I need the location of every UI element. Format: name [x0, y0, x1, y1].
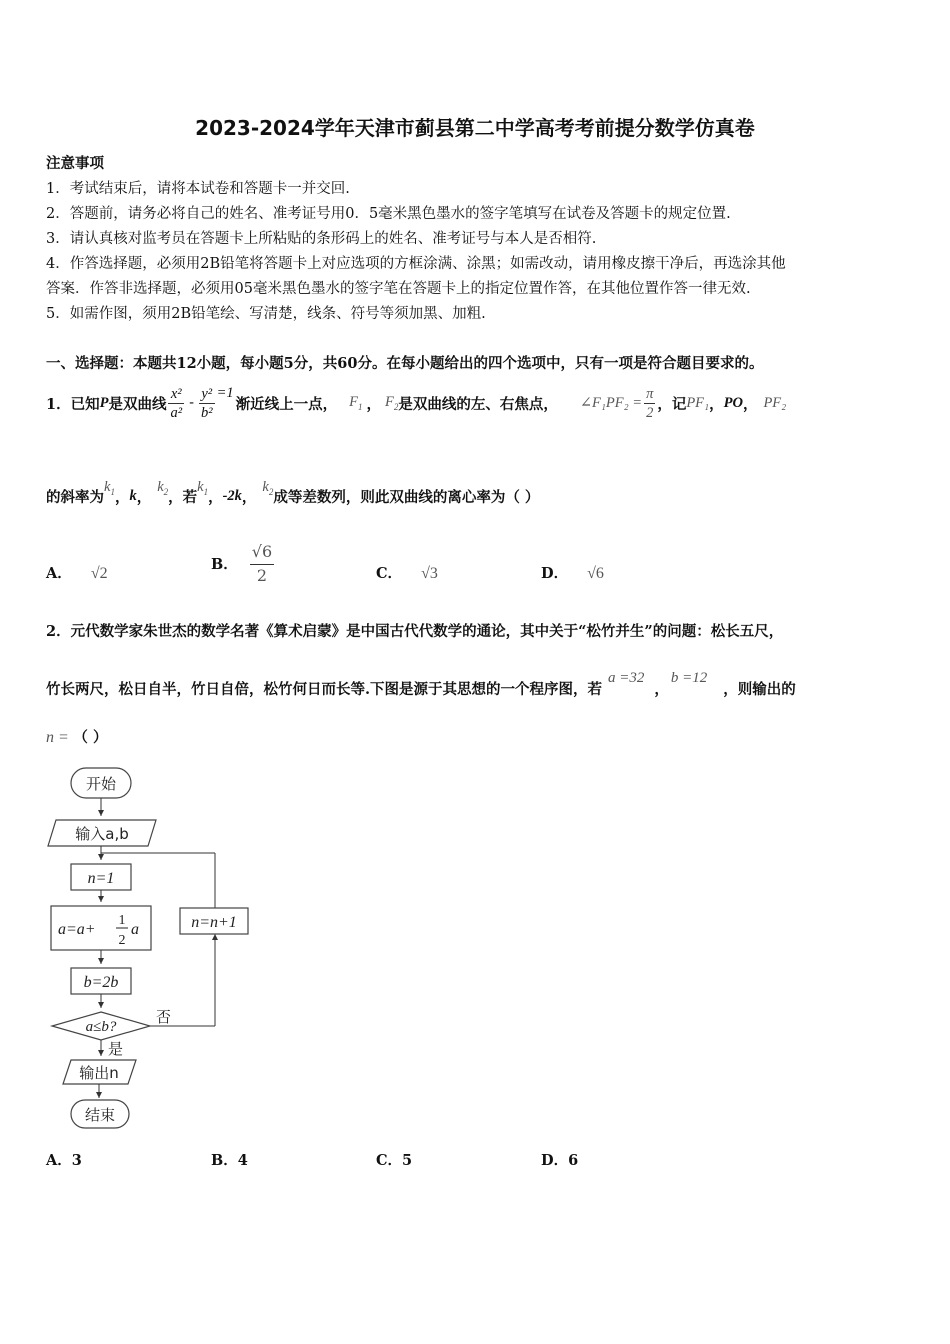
q1-option-b-label: B．: [211, 556, 238, 573]
q2-option-c-label: C．: [376, 1152, 403, 1169]
q2-option-d-value: 6: [568, 1152, 579, 1169]
q1-if-text: ，若: [168, 488, 198, 506]
q1-point-p: P: [99, 394, 109, 411]
q2-a-eq: a =32: [608, 669, 645, 686]
q1-text-note: ，记: [657, 395, 687, 413]
notice-item-5: 5．如需作图，须用2B铅笔绘、写清楚，线条、符号等须加黑、加粗.: [46, 306, 486, 322]
q1-option-c-label: C．: [376, 565, 403, 582]
q1-option-c-value: √3: [421, 565, 438, 582]
q1-po: PO: [723, 394, 743, 411]
q1-k2b-letter: k: [262, 479, 269, 496]
flow-yes-label: 是: [108, 1040, 124, 1058]
q1-f1-letter: F: [349, 394, 358, 411]
q1-prefix: 1．已知: [46, 395, 100, 413]
q1-k2b: $k_2$: [262, 479, 274, 497]
q1-pi: π: [646, 385, 654, 402]
q2-option-d-label: D．: [541, 1152, 569, 1169]
notice-item-1: 1．考试结束后，请将本试卷和答题卡一并交回.: [46, 181, 350, 197]
q1-option-c[interactable]: [376, 562, 438, 583]
q1-f1: $F_1$: [349, 394, 363, 412]
q1-eq1: =1: [216, 384, 234, 401]
q1-pf1: PF₁: [686, 394, 710, 411]
q1-option-d[interactable]: [541, 562, 604, 583]
flow-start-label: 开始: [85, 775, 117, 793]
q1-option-a[interactable]: [46, 562, 108, 583]
q2-line1: 2．元代数学家朱世杰的数学名著《算术启蒙》是中国古代代数学的通论，其中关于“松竹并生”的问题：松长五尺，: [46, 623, 784, 640]
flow-end-label: 结束: [84, 1106, 116, 1124]
q2-paren: （ ）: [73, 729, 108, 746]
q1-k1: $k_1$: [104, 479, 115, 497]
q1-line2: 的斜率为 $k_1$ ， k ， $k_2$ ，若 $k_1$ ， -2k ， $k_2$ 成等差数列，则此双曲线的离心率为（ ）: [46, 479, 540, 506]
page-title: 2023-2024学年天津市蓟县第二中学高考考前提分数学仿真卷: [195, 116, 755, 140]
q2-option-b[interactable]: [211, 1149, 248, 1170]
q2-line3: [46, 726, 107, 747]
q1-text-foci: 是双曲线的左、右焦点，: [398, 395, 558, 413]
flow-condition-label: a≤b?: [85, 1019, 117, 1035]
q1-x2: x²: [168, 385, 184, 404]
q2-option-d[interactable]: [541, 1149, 578, 1170]
q1-k1-letter: k: [104, 479, 111, 496]
q1-angle: ∠F₁PF₂ =: [579, 394, 643, 411]
q1-option-b-num: √6: [250, 540, 274, 565]
q1-question-end: 成等差数列，则此双曲线的离心率为（ ）: [273, 488, 540, 506]
q1-slope-text: 的斜率为: [46, 488, 104, 506]
q2-option-a[interactable]: [46, 1149, 82, 1170]
q2-b-eq: b =12: [670, 669, 708, 686]
q1-option-b-frac: [250, 540, 274, 587]
q1-line1: 1．已知 P 是双曲线 $\frac{\text{x²}}{\text{a²}}$ - $\frac{\text{y²}}{\text{b²}}$ =1 渐近线上一点， $F_1$ ， $F_2$ 是双曲线的左、右焦点， ∠F₁PF₂ = $\frac{\pi}{2}$ ，记 PF₁ ， PO ， PF₂: [46, 384, 787, 421]
q1-pi-den: 2: [646, 404, 654, 421]
q2-option-a-value: 3: [71, 1152, 82, 1169]
q1-k1b-letter: k: [197, 479, 204, 496]
q1-option-a-value: √2: [90, 565, 108, 582]
q2-line2: [46, 668, 796, 708]
q1-k1b: $k_1$: [197, 479, 209, 497]
section-heading: 一、选择题：本题共12小题，每小题5分，共60分。在每小题给出的四个选项中，只有一项是符合题目要求的。: [46, 355, 764, 372]
q2-option-b-value: 4: [237, 1152, 248, 1169]
flow-half-var: a: [131, 921, 139, 938]
q1-f2-letter: F: [384, 394, 394, 411]
q1-k: k: [129, 487, 137, 504]
q1-option-d-label: D．: [541, 565, 569, 582]
notice-item-4-cont: 答案．作答非选择题，必须用05毫米黑色墨水的签字笔在答题卡上的指定位置作答，在其他位置作答一律无效.: [46, 281, 751, 297]
q1-text-hyperbola: 是双曲线: [108, 395, 167, 413]
flow-half-den: 2: [118, 933, 126, 948]
q1-frac-x: [168, 385, 184, 422]
q1-f2: $F_2$: [384, 394, 399, 412]
notice-item-3: 3．请认真核对监考员在答题卡上所粘贴的条形码上的姓名、准考证号与本人是否相符.: [46, 231, 597, 247]
notice-item-2: 2．答题前，请务必将自己的姓名、准考证号用0．5毫米黑色墨水的签字笔填写在试卷及答题卡的规定位置.: [46, 206, 731, 222]
q2-option-b-label: B．: [211, 1152, 238, 1169]
flow-increment-label: n=n+1: [191, 914, 237, 931]
q1-text-asymptote: 渐近线上一点，: [235, 395, 338, 413]
q1-y2: y²: [199, 385, 215, 404]
q2-option-a-label: A．: [46, 1152, 72, 1169]
flow-half-num: 1: [118, 913, 126, 928]
q2-option-c[interactable]: [376, 1149, 412, 1170]
q1-option-d-value: √6: [587, 565, 604, 582]
q1-frac-pi: [644, 385, 655, 422]
q1-pf2: PF₂: [763, 394, 787, 411]
flowchart: [40, 758, 300, 1148]
q1-minus: -: [189, 395, 194, 411]
q2-option-c-value: 5: [402, 1152, 413, 1169]
flow-no-label: 否: [156, 1008, 172, 1026]
flow-init-label: n=1: [87, 870, 115, 887]
q2-line2-end: ，则输出的: [723, 680, 796, 698]
q1-k2-letter: k: [157, 479, 164, 496]
q1-option-a-label: A．: [46, 565, 72, 582]
q1-option-b-den: 2: [256, 566, 268, 585]
flow-output-label: 输出n: [79, 1064, 119, 1082]
q1-neg2k: -2k: [222, 487, 242, 504]
notice-heading: 注意事项: [46, 155, 104, 172]
q1-option-b[interactable]: [211, 540, 276, 587]
q2-comma: ，: [654, 680, 669, 698]
flow-update-b-label: b=2b: [83, 974, 119, 991]
q2-line2-text: 竹长两尺，松日自半，竹日自倍，松竹何日而长等.下图是源于其思想的一个程序图，若: [46, 680, 603, 698]
q1-frac-y: [199, 385, 215, 422]
q2-n-eq: n =: [46, 729, 69, 746]
notice-item-4: 4．作答选择题，必须用2B铅笔将答题卡上对应选项的方框涂满、涂黑；如需改动，请用橡皮擦干净后，再选涂其他: [46, 256, 786, 272]
q1-k2: $k_2$: [157, 479, 169, 497]
q1-a2: a²: [170, 404, 183, 421]
flow-update-a-label: a=a+: [58, 921, 96, 938]
flow-input-label: 输入a,b: [75, 825, 129, 843]
q1-b2: b²: [200, 404, 213, 421]
